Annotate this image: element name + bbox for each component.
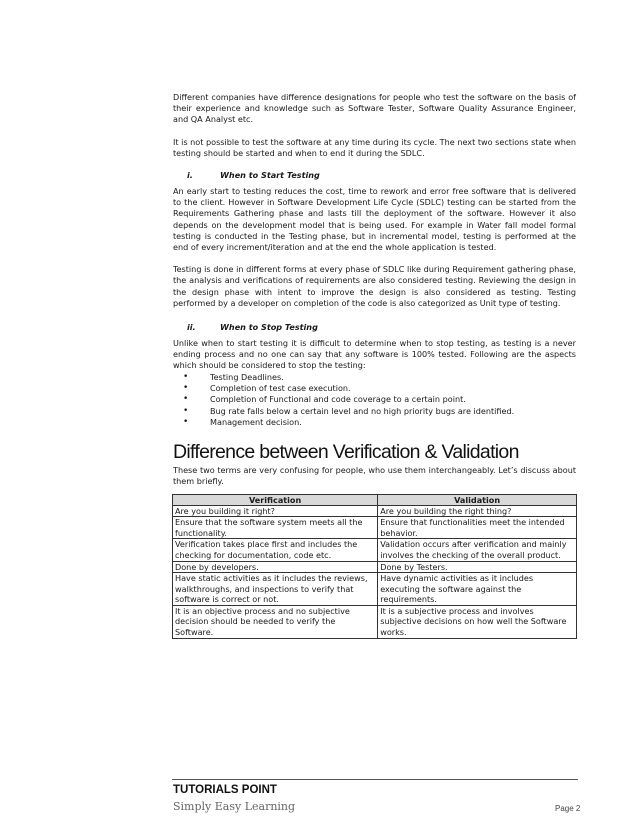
verification-cell: It is an objective process and no subjective decision should be needed to verify the Software. xyxy=(173,605,378,638)
list-item: • Testing Deadlines. xyxy=(173,372,576,383)
column-header-verification: Verification xyxy=(173,494,378,505)
page-content xyxy=(173,92,576,639)
column-header-validation: Validation xyxy=(378,494,577,505)
early-start-paragraph: An early start to testing reduces the cost, time to rework and error free software that is delivered to the client. However in Software Development Life Cycle (SDLC) testing can be started from the Requirements Gathering phase and lasts till the deployment of the software. However it also depends on the development model that is being used. For example in Water fall model formal testing is conducted in the Testing phase, but in incremental model, testing is performed at the end of every increment/iteration and at the end the whole application is tested. xyxy=(173,186,576,253)
verification-validation-table xyxy=(172,494,577,639)
heading-number: i. xyxy=(187,170,193,181)
validation-cell: Are you building the right thing? xyxy=(378,505,577,517)
vv-intro-paragraph: These two terms are very confusing for people, who use them interchangeably. Let’s discuss about them briefly. xyxy=(173,465,576,487)
verification-cell: Done by developers. xyxy=(173,561,378,573)
list-item: • Completion of test case execution. xyxy=(173,383,576,394)
table-row xyxy=(173,517,577,539)
verification-cell: Verification takes place first and includes the checking for documentation, code etc. xyxy=(173,539,378,561)
when-to-start-heading xyxy=(173,170,576,181)
list-item: • Management decision. xyxy=(173,417,576,428)
validation-cell: Validation occurs after verification and mainly involves the checking of the overall product. xyxy=(378,539,577,561)
table-row xyxy=(173,561,577,573)
footer-divider xyxy=(172,779,578,780)
table-row xyxy=(173,539,577,561)
validation-cell: Done by Testers. xyxy=(378,561,577,573)
stop-intro-paragraph: Unlike when to start testing it is difficult to determine when to stop testing, as testing is a never ending process and no one can say that any software is 100% tested. Following are the aspects which should be considered to stop the testing: xyxy=(173,338,576,371)
heading-title: When to Start Testing xyxy=(220,170,320,181)
different-forms-paragraph: Testing is done in different forms at every phase of SDLC like during Requirement gathering phase, the analysis and verifications of requirements are also considered testing. Reviewing the design in the design phase with intent to improve the design is also considered as testing. Testing performed by a developer on completion of the code is also categorized as Unit type of testing. xyxy=(173,264,576,308)
page-number: Page 2 xyxy=(555,804,581,813)
validation-cell: Ensure that functionalities meet the intended behavior. xyxy=(378,517,577,539)
table-header-row xyxy=(173,494,577,505)
table-row xyxy=(173,505,577,517)
designations-paragraph: Different companies have difference designations for people who test the software on the basis of their experience and knowledge such as Software Tester, Software Quality Assurance Engineer, and QA Analyst etc. xyxy=(173,92,576,125)
footer-title: TUTORIALS POINT xyxy=(173,784,277,796)
heading-number: ii. xyxy=(187,322,196,333)
list-item: • Completion of Functional and code coverage to a certain point. xyxy=(173,394,576,405)
verification-cell: Have static activities as it includes the reviews, walkthroughs, and inspections to verify that software is correct or not. xyxy=(173,573,378,606)
list-item: • Bug rate falls below a certain level and no high priority bugs are identified. xyxy=(173,406,576,417)
table-row xyxy=(173,573,577,606)
not-possible-paragraph: It is not possible to test the software at any time during its cycle. The next two sections state when testing should be started and when to end it during the SDLC. xyxy=(173,136,577,158)
stop-criteria-list xyxy=(173,372,576,428)
heading-title: When to Stop Testing xyxy=(220,322,318,333)
when-to-stop-heading xyxy=(173,322,576,333)
verification-cell: Are you building it right? xyxy=(173,505,378,517)
table-row xyxy=(173,605,577,638)
section-heading: Difference between Verification & Validation xyxy=(173,441,519,464)
footer-tagline: Simply Easy Learning xyxy=(173,800,296,813)
validation-cell: Have dynamic activities as it includes executing the software against the requirements. xyxy=(378,573,577,606)
verification-cell: Ensure that the software system meets all the functionality. xyxy=(173,517,378,539)
validation-cell: It is a subjective process and involves subjective decisions on how well the Software works. xyxy=(378,605,577,638)
